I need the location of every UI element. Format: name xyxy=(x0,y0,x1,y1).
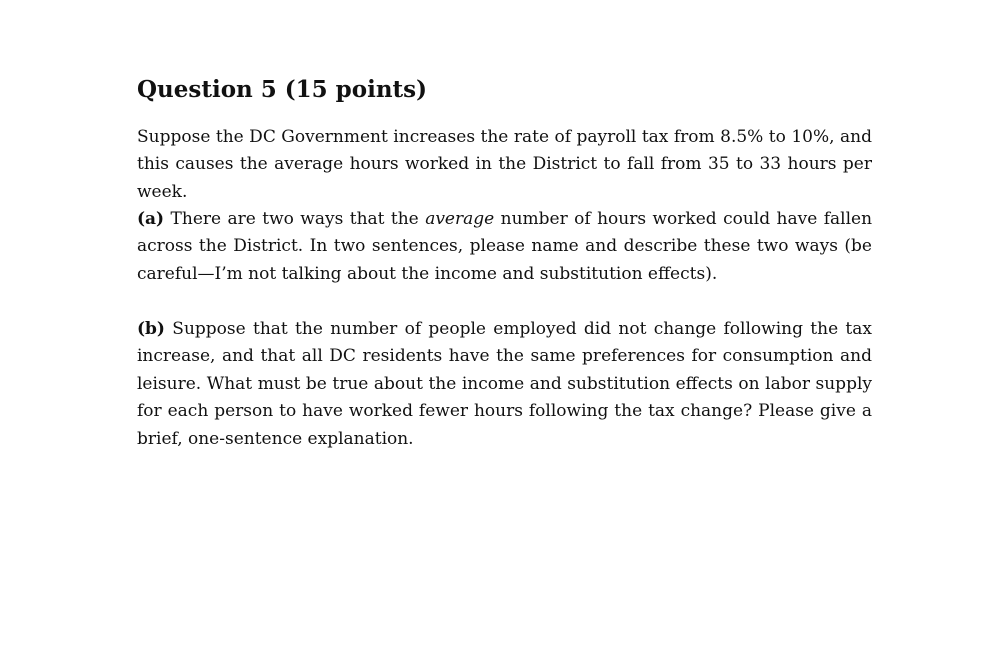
part-b xyxy=(137,316,872,453)
part-a-text-after: number of hours worked could have fallen across the District. In two sentences, please name and describe these two ways (be careful—I’m not talking about the income and substitution effects). xyxy=(137,209,873,284)
part-a xyxy=(137,206,872,288)
question-intro: Suppose the DC Government increases the rate of payroll tax from 8.5% to 10%, and this causes the average hours worked in the District to fall from 35 to 33 hours per week. xyxy=(137,127,872,202)
part-a-label: (a) xyxy=(137,209,165,229)
part-a-text-before: There are two ways that the xyxy=(170,209,419,229)
part-a-emphasis: average xyxy=(425,209,495,229)
part-b-label: (b) xyxy=(137,319,165,339)
part-b-text: Suppose that the number of people employed did not change following the tax increase, and that all DC residents have the same preferences for consumption and leisure. What must be true about the income and substitution effects on labor supply for each person to have worked fewer hours following the tax change? Please give a brief, one-sentence explanation. xyxy=(137,319,872,449)
question-title: Question 5 (15 points) xyxy=(137,76,428,103)
